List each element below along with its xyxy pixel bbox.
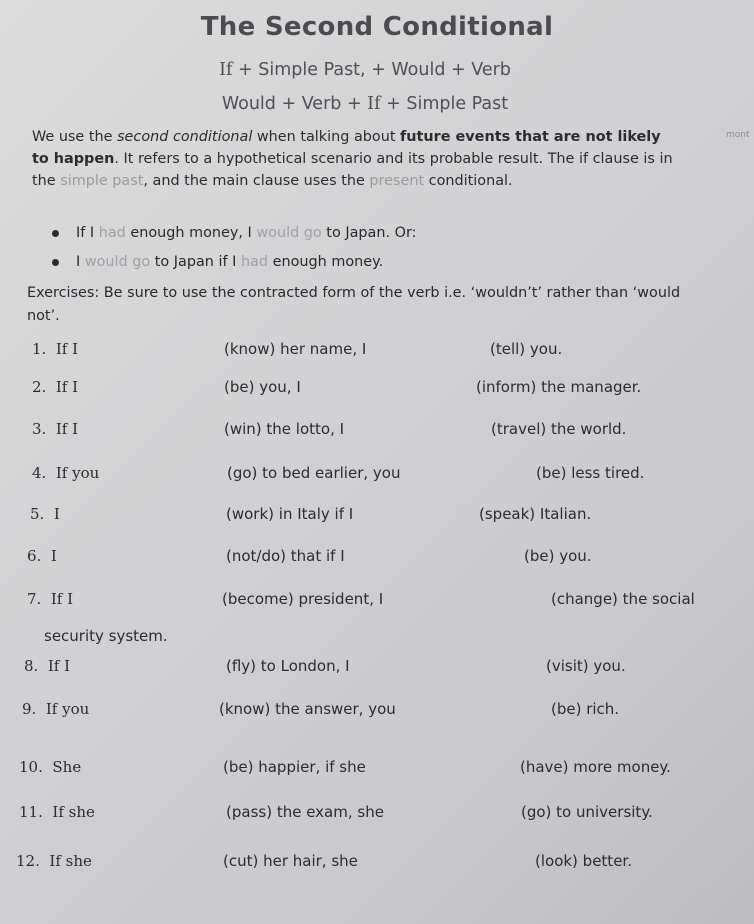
example-faded-verb: would go xyxy=(256,225,322,241)
exercise-lead: I xyxy=(53,505,60,523)
exercise-middle-clause: (become) president, I xyxy=(222,590,384,608)
example-faded-verb: would go xyxy=(84,254,151,270)
bullet-icon xyxy=(52,259,59,266)
exercise-lead: If I xyxy=(50,590,74,608)
formula-if-word: If xyxy=(367,94,381,114)
exercise-start xyxy=(19,803,95,821)
exercise-number: 5. xyxy=(30,505,45,523)
example-faded-verb: had xyxy=(98,225,126,241)
exercise-start xyxy=(27,590,73,608)
formula-rest: + Simple Past, + Would + Verb xyxy=(232,60,511,80)
formula-if-word: If xyxy=(219,60,233,80)
exercise-instructions: Exercises: Be sure to use the contracted form of the verb i.e. ‘wouldn’t’ rather than ‘would not’. xyxy=(27,285,681,324)
exercise-lead: I xyxy=(50,547,57,565)
intro-text: conditional. xyxy=(424,173,513,189)
exercise-end-clause: (have) more money. xyxy=(520,758,671,776)
exercise-number: 11. xyxy=(19,803,43,821)
exercise-start xyxy=(32,378,78,396)
exercise-number: 9. xyxy=(22,700,37,718)
bullet-icon xyxy=(52,230,59,237)
exercise-end-clause: (go) to university. xyxy=(521,803,653,821)
exercise-start xyxy=(22,700,89,718)
exercise-end-clause: (change) the social xyxy=(551,590,695,608)
exercise-start xyxy=(19,758,81,776)
example-text: enough money. xyxy=(268,254,384,270)
formula-start: Would + Verb + xyxy=(221,94,368,114)
exercise-lead: If she xyxy=(52,803,95,821)
exercise-end-clause: (travel) the world. xyxy=(491,420,627,438)
exercise-number: 2. xyxy=(32,378,47,396)
page-title: The Second Conditional xyxy=(200,12,554,42)
example-list xyxy=(44,219,416,277)
exercise-end-clause: (speak) Italian. xyxy=(479,505,592,523)
intro-paragraph xyxy=(32,126,682,192)
exercise-lead: If you xyxy=(55,464,100,482)
exercise-middle-clause: (cut) her hair, she xyxy=(223,852,358,870)
exercise-number: 1. xyxy=(32,340,47,358)
exercise-start xyxy=(30,505,60,523)
intro-text: when talking about xyxy=(252,129,401,145)
exercise-number: 8. xyxy=(24,657,39,675)
exercise-7-continuation: security system. xyxy=(44,627,168,645)
intro-faded-term: present xyxy=(369,173,425,189)
example-text: to Japan. Or: xyxy=(321,225,417,241)
intro-bold-phrase: future events that are not likely to happen xyxy=(32,129,661,167)
formula-would-first xyxy=(0,94,730,114)
exercise-middle-clause: (win) the lotto, I xyxy=(224,420,345,438)
exercise-lead: If I xyxy=(55,378,79,396)
exercise-start xyxy=(24,657,70,675)
exercise-middle-clause: (go) to bed earlier, you xyxy=(227,464,401,482)
example-item xyxy=(44,219,416,248)
exercise-start xyxy=(32,464,99,482)
example-text: enough money, I xyxy=(125,225,257,241)
cut-off-margin-text: mont xyxy=(726,130,750,140)
exercise-lead: If I xyxy=(55,420,79,438)
exercise-end-clause: (inform) the manager. xyxy=(476,378,642,396)
exercise-lead: If she xyxy=(49,852,92,870)
exercise-lead: If you xyxy=(45,700,90,718)
formula-rest: + Simple Past xyxy=(380,94,509,114)
example-faded-verb: had xyxy=(240,254,269,270)
example-text: I xyxy=(76,254,85,270)
intro-text: We use the xyxy=(32,129,118,145)
exercise-end-clause: (look) better. xyxy=(535,852,632,870)
exercise-end-clause: (tell) you. xyxy=(490,340,563,358)
exercise-end-clause: (be) less tired. xyxy=(536,464,645,482)
example-text: If I xyxy=(76,225,99,241)
exercise-middle-clause: (work) in Italy if I xyxy=(226,505,354,523)
exercise-end-clause: (be) you. xyxy=(524,547,592,565)
exercise-number: 3. xyxy=(32,420,47,438)
exercise-start xyxy=(32,340,78,358)
exercise-start xyxy=(16,852,92,870)
exercise-end-clause: (visit) you. xyxy=(546,657,626,675)
exercise-number: 4. xyxy=(32,464,47,482)
exercise-number: 7. xyxy=(27,590,42,608)
exercise-middle-clause: (know) her name, I xyxy=(224,340,367,358)
intro-faded-term: simple past xyxy=(60,173,144,189)
intro-text: . It refers to a hypothetical scenario and its probable result. The if clause is in the xyxy=(32,151,673,189)
intro-italic-term: second conditional xyxy=(117,129,253,145)
exercise-middle-clause: (be) happier, if she xyxy=(223,758,366,776)
exercise-lead: If I xyxy=(55,340,79,358)
exercise-start xyxy=(32,420,78,438)
exercise-middle-clause: (fly) to London, I xyxy=(226,657,350,675)
exercise-start xyxy=(27,547,57,565)
exercise-number: 12. xyxy=(16,852,40,870)
exercise-middle-clause: (be) you, I xyxy=(224,378,301,396)
example-text: to Japan if I xyxy=(150,254,241,270)
exercise-middle-clause: (not/do) that if I xyxy=(226,547,345,565)
exercise-middle-clause: (know) the answer, you xyxy=(219,700,396,718)
exercise-lead: If I xyxy=(47,657,71,675)
example-item xyxy=(44,248,416,277)
exercise-middle-clause: (pass) the exam, she xyxy=(226,803,384,821)
exercise-number: 6. xyxy=(27,547,42,565)
exercise-number: 10. xyxy=(19,758,43,776)
exercise-lead: She xyxy=(52,758,82,776)
exercise-end-clause: (be) rich. xyxy=(551,700,620,718)
formula-if-first xyxy=(0,60,730,80)
intro-text: , and the main clause uses the xyxy=(143,173,370,189)
